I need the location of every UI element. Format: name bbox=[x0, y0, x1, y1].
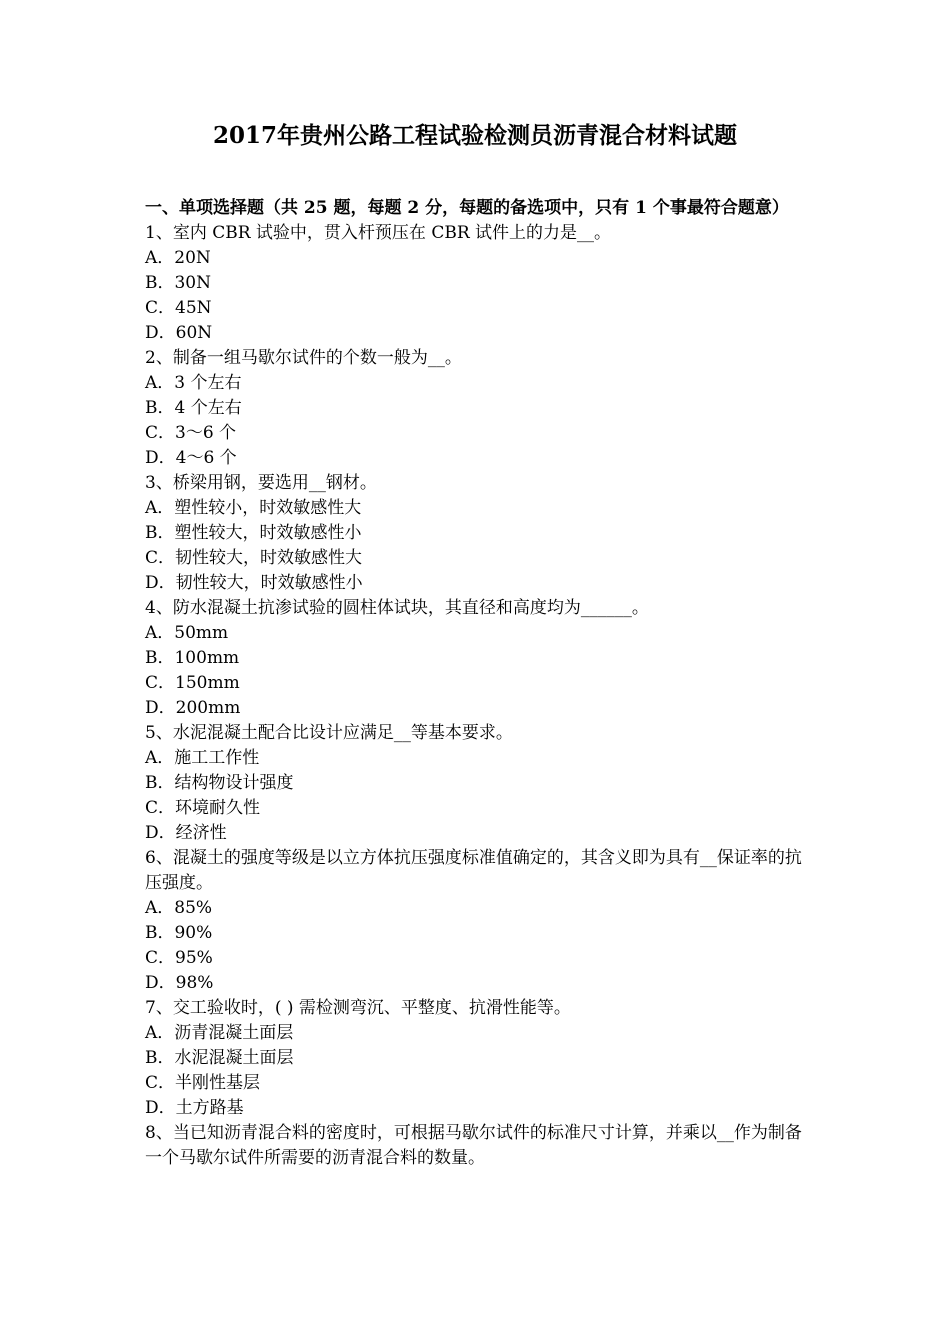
option-b: B．30N bbox=[145, 273, 211, 293]
question-stem: 5、水泥混凝土配合比设计应满足__等基本要求。 bbox=[145, 723, 513, 743]
option-a: A．20N bbox=[145, 248, 211, 268]
option-d: D．98% bbox=[145, 973, 214, 993]
question-list bbox=[145, 196, 810, 1171]
option-d: D．200mm bbox=[145, 698, 241, 718]
option-c: C．环境耐久性 bbox=[145, 798, 261, 818]
option-c: C．韧性较大，时效敏感性大 bbox=[145, 548, 363, 568]
option-c: C．3～6 个 bbox=[145, 423, 237, 443]
option-a: A．85% bbox=[145, 898, 213, 918]
option-b: B．水泥混凝土面层 bbox=[145, 1048, 294, 1068]
option-d: D．土方路基 bbox=[145, 1098, 244, 1118]
option-a: A．3 个左右 bbox=[145, 373, 242, 393]
option-b: B．4 个左右 bbox=[145, 398, 242, 418]
option-c: C．45N bbox=[145, 298, 212, 318]
option-c: C．半刚性基层 bbox=[145, 1073, 261, 1093]
option-b: B．100mm bbox=[145, 648, 240, 668]
option-b: B．结构物设计强度 bbox=[145, 773, 294, 793]
option-d: D．经济性 bbox=[145, 823, 227, 843]
option-c: C．95% bbox=[145, 948, 213, 968]
question-stem: 8、当已知沥青混合料的密度时，可根据马歇尔试件的标准尺寸计算，并乘以__作为制备一个马歇尔试件所需要的沥青混合料的数量。 bbox=[145, 1123, 802, 1168]
question-stem: 6、混凝土的强度等级是以立方体抗压强度标准值确定的，其含义即为具有__保证率的抗压强度。 bbox=[145, 848, 802, 893]
question-stem: 2、制备一组马歇尔试件的个数一般为__。 bbox=[145, 348, 462, 368]
option-a: A．施工工作性 bbox=[145, 748, 260, 768]
question-stem: 3、桥梁用钢，要选用__钢材。 bbox=[145, 473, 377, 493]
question-stem: 4、防水混凝土抗渗试验的圆柱体试块，其直径和高度均为______。 bbox=[145, 598, 649, 618]
option-b: B．塑性较大，时效敏感性小 bbox=[145, 523, 362, 543]
option-d: D．韧性较大，时效敏感性小 bbox=[145, 573, 363, 593]
option-c: C．150mm bbox=[145, 673, 240, 693]
option-d: D．60N bbox=[145, 323, 213, 343]
document-title: 2017年贵州公路工程试验检测员沥青混合材料试题 bbox=[212, 122, 737, 149]
option-a: A．沥青混凝土面层 bbox=[145, 1023, 294, 1043]
question-stem: 1、室内 CBR 试验中，贯入杆预压在 CBR 试件上的力是__。 bbox=[145, 223, 612, 243]
option-b: B．90% bbox=[145, 923, 213, 943]
option-a: A．50mm bbox=[145, 623, 229, 643]
option-d: D．4～6 个 bbox=[145, 448, 237, 468]
question-stem: 7、交工验收时，( ) 需检测弯沉、平整度、抗滑性能等。 bbox=[145, 998, 571, 1018]
option-a: A．塑性较小，时效敏感性大 bbox=[145, 498, 362, 518]
section-heading: 一、单项选择题（共 25 题，每题 2 分，每题的备选项中，只有 1 个事最符合题意） bbox=[145, 198, 789, 218]
